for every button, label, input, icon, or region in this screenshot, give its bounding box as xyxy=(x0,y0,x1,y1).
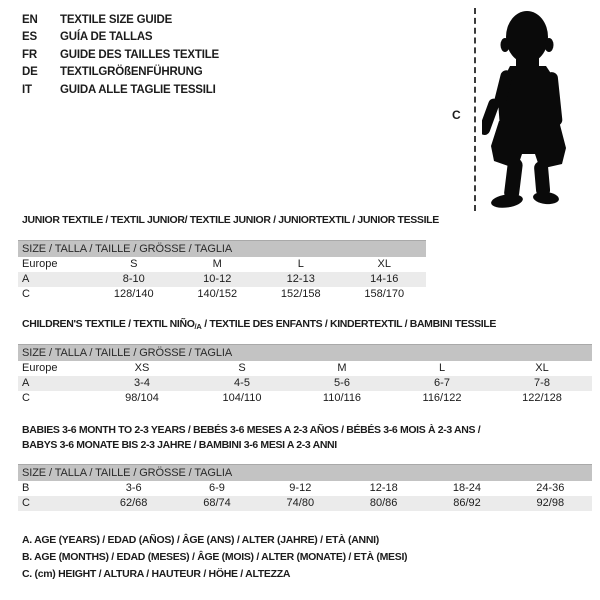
list-item xyxy=(22,29,219,47)
cell: 18-24 xyxy=(452,482,482,494)
guide-title: TEXTILE SIZE GUIDE xyxy=(60,13,173,26)
cell: 68/74 xyxy=(203,497,231,509)
section-title xyxy=(22,317,496,334)
list-item xyxy=(22,64,219,82)
cell: 92/98 xyxy=(536,497,565,509)
row-label: B xyxy=(22,482,30,494)
table-size-header: SIZE / TALLA / TAILLE / GRÖSSE / TAGLIA xyxy=(18,464,592,481)
language-code: FR xyxy=(22,48,37,61)
note-height-cm: C. (cm) HEIGHT / ALTURA / HAUTEUR / HÖHE / ALTEZZA xyxy=(22,568,291,580)
table-row-height xyxy=(18,391,592,406)
cell: 122/128 xyxy=(522,392,562,404)
cell: 158/170 xyxy=(364,288,405,300)
section-title: JUNIOR TEXTILE / TEXTIL JUNIOR/ TEXTILE JUNIOR / JUNIORTEXTIL / JUNIOR TESSILE xyxy=(22,214,439,226)
list-item xyxy=(22,11,219,29)
language-code: EN xyxy=(22,13,38,26)
cell: S xyxy=(130,258,138,270)
cell: 116/122 xyxy=(422,392,462,404)
section-title-subscript: /A xyxy=(194,322,202,331)
note-age-years: A. AGE (YEARS) / EDAD (AÑOS) / ÂGE (ANS) / ALTER (JAHRE) / ETÀ (ANNI) xyxy=(22,534,379,546)
cell: 8-10 xyxy=(122,273,145,285)
baby-silhouette-image xyxy=(482,6,582,210)
row-label: Europe xyxy=(22,258,58,270)
cell: 14-16 xyxy=(370,273,399,285)
table-row-europe xyxy=(18,361,592,376)
list-item xyxy=(22,46,219,64)
list-item xyxy=(22,81,219,99)
row-label: C xyxy=(22,288,30,300)
cell: 86/92 xyxy=(453,497,481,509)
size-table-junior xyxy=(18,240,426,302)
table-row-height xyxy=(18,287,426,302)
cell: 4-5 xyxy=(234,377,250,389)
section-childrens-textile xyxy=(18,317,592,407)
cell: 3-6 xyxy=(125,482,142,494)
size-table-children xyxy=(18,344,592,406)
cell: L xyxy=(438,362,446,374)
cell: 104/110 xyxy=(222,392,262,404)
section-title-part: / TEXTILE DES ENFANTS / KINDERTEXTIL / BAMBINI TESSILE xyxy=(201,318,497,330)
section-title-part: CHILDREN'S TEXTILE / TEXTIL NIÑO xyxy=(22,318,195,330)
language-code: DE xyxy=(22,66,38,79)
guide-title: GUÍA DE TALLAS xyxy=(60,31,153,44)
cell: 62/68 xyxy=(119,497,148,509)
cell: 80/86 xyxy=(369,497,398,509)
guide-title: GUIDA ALLE TAGLIE TESSILI xyxy=(60,83,216,96)
cell: 10-12 xyxy=(203,273,232,285)
section-babies-textile xyxy=(18,423,592,513)
cell: 110/116 xyxy=(322,392,362,404)
row-label: A xyxy=(22,273,30,285)
section-title xyxy=(22,423,480,453)
language-code: IT xyxy=(22,83,32,96)
language-title-list xyxy=(22,11,219,99)
note-age-months: B. AGE (MONTHS) / EDAD (MESES) / ÂGE (MOIS) / ALTER (MONATE) / ETÀ (MESI) xyxy=(22,551,408,563)
cell: 24-36 xyxy=(536,482,565,494)
cell: 152/158 xyxy=(280,288,321,300)
cell: 5-6 xyxy=(334,377,350,389)
table-size-header: SIZE / TALLA / TAILLE / GRÖSSE / TAGLIA xyxy=(18,344,592,361)
cell: 9-12 xyxy=(289,482,312,494)
section-junior-textile xyxy=(18,213,439,303)
height-measure-dashed-line xyxy=(474,8,476,211)
cell: 140/152 xyxy=(197,288,238,300)
section-title-line2: BABYS 3-6 MONATE BIS 2-3 JAHRE / BAMBINI 3-6 MESI A 2-3 ANNI xyxy=(22,439,337,451)
size-table-babies xyxy=(18,464,592,511)
table-row-age-months xyxy=(18,481,592,496)
row-label: Europe xyxy=(22,362,58,374)
cell: 98/104 xyxy=(125,392,159,404)
cell: 74/80 xyxy=(286,497,315,509)
guide-title: TEXTILGRÖßENFÜHRUNG xyxy=(60,66,203,79)
table-row-height xyxy=(18,496,592,511)
cell: L xyxy=(297,258,304,270)
height-measure-label: C xyxy=(452,108,461,122)
legend-notes xyxy=(22,532,407,583)
cell: XS xyxy=(134,362,150,374)
row-label: C xyxy=(22,392,30,404)
cell: 12-18 xyxy=(369,482,398,494)
table-row-europe xyxy=(18,257,426,272)
cell: 12-13 xyxy=(286,273,315,285)
table-row-age xyxy=(18,272,426,287)
row-label: C xyxy=(22,497,30,509)
cell: 3-4 xyxy=(134,377,150,389)
cell: XL xyxy=(535,362,549,374)
language-code: ES xyxy=(22,31,37,44)
cell: S xyxy=(238,362,246,374)
cell: M xyxy=(337,362,347,374)
cell: 7-8 xyxy=(534,377,550,389)
cell: 6-9 xyxy=(209,482,225,494)
table-size-header: SIZE / TALLA / TAILLE / GRÖSSE / TAGLIA xyxy=(18,240,426,257)
cell: 6-7 xyxy=(434,377,450,389)
row-label: A xyxy=(22,377,30,389)
cell: M xyxy=(212,258,222,270)
guide-title: GUIDE DES TAILLES TEXTILE xyxy=(60,48,219,61)
section-title-line1: BABIES 3-6 MONTH TO 2-3 YEARS / BEBÉS 3-6 MESES A 2-3 AÑOS / BÉBÉS 3-6 MOIS À 2-3 ANS / xyxy=(22,424,481,436)
cell: 128/140 xyxy=(113,288,154,300)
table-row-age xyxy=(18,376,592,391)
cell: XL xyxy=(377,258,391,270)
